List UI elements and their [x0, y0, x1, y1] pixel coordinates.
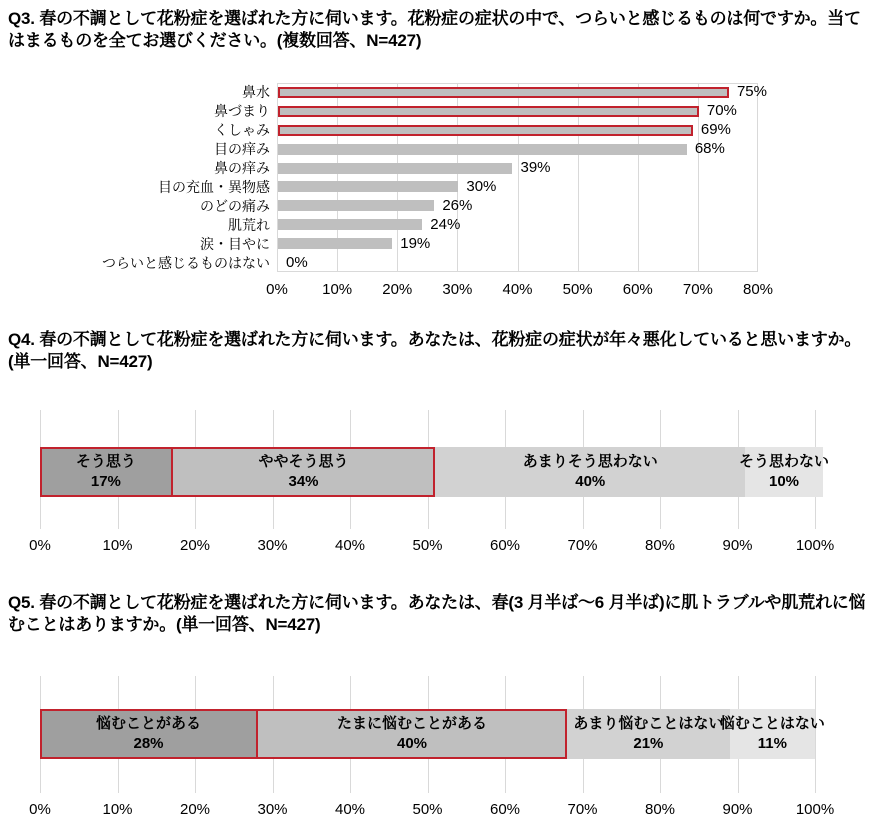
q3-axis-tick-label: 60%	[622, 281, 653, 298]
q3-value-label: 0%	[286, 253, 308, 271]
q5-chart-segment-label	[573, 714, 723, 754]
q3-axis-tick-label: 70%	[682, 281, 713, 298]
q5-chart-segment-value: 40%	[396, 735, 428, 752]
q4-chart-segment-name: ややそう思う	[258, 453, 349, 470]
q3-axis-tick-label: 10%	[322, 281, 353, 298]
q5-chart-segment-name: 悩むことがある	[95, 715, 202, 732]
q5-chart-segment-value: 21%	[633, 735, 664, 752]
q3-value-label: 19%	[400, 234, 431, 252]
q4-chart-axis-tick-label: 60%	[489, 537, 521, 554]
q4-chart-axis-tick-label: 50%	[412, 537, 443, 554]
q3-category-label: のどの痛み	[200, 197, 270, 214]
q5-chart-highlight-divider	[256, 709, 258, 759]
q3-category-label: 目の充血・異物感	[158, 178, 270, 195]
q3-value-label: 68%	[694, 140, 725, 158]
q4-chart-segment-value: 10%	[768, 473, 800, 490]
q4-chart-segment-name: あまりそう思わない	[522, 453, 658, 470]
q4-chart-segment-name: そう思わない	[738, 453, 830, 470]
q3-category-label: 目の痒み	[214, 141, 270, 158]
q5-chart-highlight-outline	[40, 709, 567, 759]
q4-chart-segment-value: 40%	[575, 473, 606, 490]
q5-chart-axis-tick-label: 60%	[489, 801, 521, 818]
q4-chart-segment-value: 34%	[288, 473, 319, 490]
q5-chart-segment-name: あまり悩むことはない	[573, 715, 724, 732]
q3-category-label: 鼻づまり	[214, 103, 270, 120]
q3-title: Q3. 春の不調として花粉症を選ばれた方に伺います。花粉症の症状の中で、つらいと感じるものは何ですか。当てはまるものを全てお選びください。(複数回答、N=427)	[8, 9, 861, 50]
q5-chart-axis-tick-label: 40%	[334, 801, 366, 818]
q4-chart-axis-tick-label: 10%	[102, 537, 133, 554]
q4-chart-segment-name: そう思う	[75, 453, 136, 470]
q3-axis-tick-label: 30%	[442, 281, 473, 298]
q3-category-label: 肌荒れ	[228, 216, 270, 233]
q4-chart-axis-tick-label: 90%	[722, 537, 753, 554]
q3-value-label: 30%	[466, 177, 497, 195]
q3-axis-tick-label: 40%	[502, 281, 533, 298]
q3-category-label: くしゃみ	[214, 122, 270, 139]
q3-category-label: 涙・目やに	[200, 235, 270, 252]
q5-chart-axis-tick-label: 20%	[179, 801, 211, 818]
q3-value-label: 75%	[736, 83, 767, 101]
q4-chart-axis-tick-label: 20%	[179, 537, 211, 554]
q5-chart-segment-value: 28%	[133, 735, 164, 752]
q3-axis-tick-label: 20%	[382, 281, 413, 298]
q3-axis-tick-label: 80%	[742, 281, 774, 298]
q5-chart-segment-name: たまに悩むことがある	[336, 715, 488, 732]
q3-axis-tick-label: 0%	[266, 281, 288, 298]
q3-category-label: 鼻水	[242, 84, 270, 101]
q4-chart-axis-tick-label: 30%	[257, 537, 288, 554]
q3-category-label: つらいと感じるものはない	[102, 254, 270, 271]
q4-chart-axis-tick-label: 40%	[334, 537, 366, 554]
q4-chart-axis-tick-label: 0%	[29, 537, 51, 554]
q3-value-label: 70%	[706, 102, 737, 120]
q5-chart-axis-tick-label: 100%	[795, 801, 835, 818]
q5-chart-segment-label	[720, 714, 825, 754]
q5-chart-segment-value: 11%	[757, 735, 787, 752]
q3-value-label: 69%	[700, 121, 731, 139]
q5-chart-axis-tick-label: 10%	[102, 801, 133, 818]
q5-chart-axis-tick-label: 70%	[567, 801, 598, 818]
q5-chart-axis-tick-label: 80%	[644, 801, 676, 818]
q4-title: Q4. 春の不調として花粉症を選ばれた方に伺います。あなたは、花粉症の症状が年々悪化していると思いますか。(単一回答、N=427)	[8, 330, 862, 371]
q5-chart-axis-tick-label: 50%	[412, 801, 443, 818]
q3-value-label: 24%	[430, 215, 461, 233]
q3-value-label: 39%	[520, 159, 551, 177]
q3-category-label: 鼻の痒み	[214, 160, 270, 177]
q5-chart-axis-tick-label: 30%	[257, 801, 288, 818]
q5-chart-segment-name: 悩むことはない	[719, 715, 825, 732]
q4-chart-axis-tick-label: 80%	[644, 537, 676, 554]
q5-chart-axis-tick-label: 90%	[722, 801, 753, 818]
q3-axis-tick-label: 50%	[562, 281, 593, 298]
q4-chart-axis-tick-label: 70%	[567, 537, 598, 554]
q5-title: Q5. 春の不調として花粉症を選ばれた方に伺います。あなたは、春(3 月半ば～6 月半ば)に肌トラブルや肌荒れに悩むことはありますか。(単一回答、N=427)	[8, 593, 866, 634]
q4-chart-axis-tick-label: 100%	[795, 537, 835, 554]
q4-chart-segment-value: 17%	[90, 473, 121, 490]
q3-value-label: 26%	[442, 196, 473, 214]
q5-chart-axis-tick-label: 0%	[29, 801, 51, 818]
